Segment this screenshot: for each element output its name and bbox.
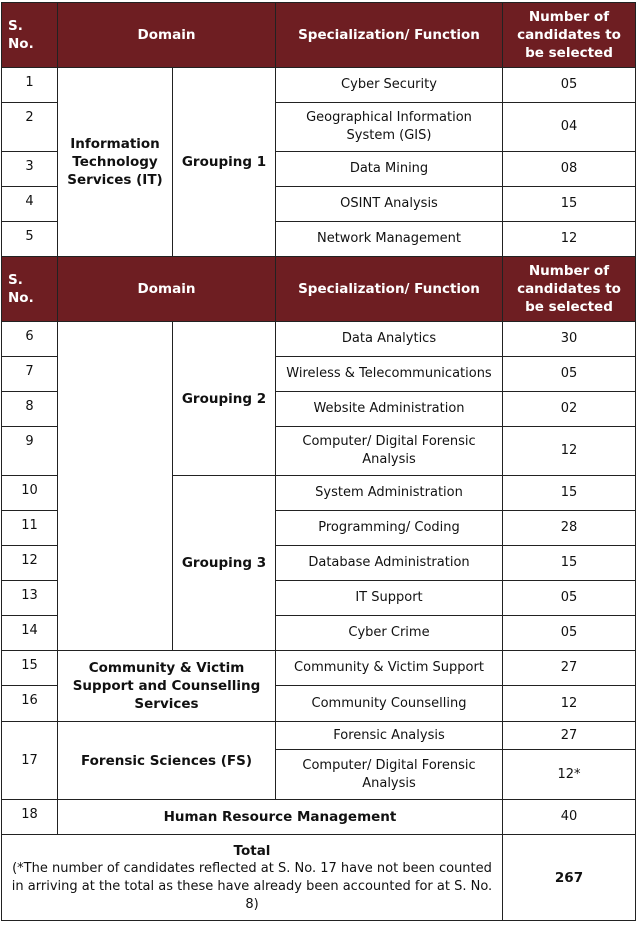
header-sno: S. No.: [2, 3, 58, 68]
count-cell: 15: [503, 476, 636, 511]
count-cell: 05: [503, 68, 636, 103]
spec-cell: Database Administration: [276, 546, 503, 581]
count-cell: 05: [503, 616, 636, 651]
header-domain: Domain: [58, 3, 276, 68]
header-count: Number of candidates to be selected: [503, 257, 636, 322]
sno-cell: 18: [2, 800, 58, 835]
spec-cell: Data Mining: [276, 152, 503, 187]
sno-cell: 16: [2, 686, 58, 722]
table-header-row: [2, 3, 636, 68]
sno-cell: 14: [2, 616, 58, 651]
sno-cell: 17: [2, 722, 58, 800]
table-row: [2, 68, 636, 103]
total-note: (*The number of candidates reflected at S. No. 17 have not been counted in arriving at the total as these have already been accounted for at S. No. 8): [11, 860, 493, 912]
sno-cell: 1: [2, 68, 58, 103]
count-cell: 27: [503, 651, 636, 686]
grouping-2: Grouping 2: [173, 322, 276, 476]
sno-cell: 15: [2, 651, 58, 686]
spec-cell: System Administration: [276, 476, 503, 511]
table-row: [2, 322, 636, 357]
sno-cell: 7: [2, 357, 58, 392]
spec-cell: Computer/ Digital Forensic Analysis: [276, 750, 503, 800]
count-cell: 27: [503, 722, 636, 750]
domain-blank: [58, 322, 173, 651]
count-cell: 05: [503, 357, 636, 392]
spec-cell: Cyber Security: [276, 68, 503, 103]
spec-cell: Wireless & Telecommunications: [276, 357, 503, 392]
spec-cell: Network Management: [276, 222, 503, 257]
count-cell: 30: [503, 322, 636, 357]
spec-cell: Community Counselling: [276, 686, 503, 722]
recruitment-table: [1, 2, 636, 921]
table-row: [2, 722, 636, 750]
sno-cell: 5: [2, 222, 58, 257]
domain-it: Information Technology Services (IT): [58, 68, 173, 257]
table-row: [2, 800, 636, 835]
sno-cell: 11: [2, 511, 58, 546]
sno-cell: 4: [2, 187, 58, 222]
total-cell: [2, 835, 503, 921]
spec-cell: Data Analytics: [276, 322, 503, 357]
table-row: [2, 651, 636, 686]
spec-cell: Community & Victim Support: [276, 651, 503, 686]
sno-cell: 13: [2, 581, 58, 616]
count-cell: 12*: [503, 750, 636, 800]
spec-cell: Website Administration: [276, 392, 503, 427]
sno-cell: 2: [2, 103, 58, 152]
table-header-row: [2, 257, 636, 322]
count-cell: 28: [503, 511, 636, 546]
spec-cell: Computer/ Digital Forensic Analysis: [276, 427, 503, 476]
sno-cell: 8: [2, 392, 58, 427]
domain-forensic: Forensic Sciences (FS): [58, 722, 276, 800]
grouping-1: Grouping 1: [173, 68, 276, 257]
spec-cell: Geographical Information System (GIS): [276, 103, 503, 152]
spec-cell: OSINT Analysis: [276, 187, 503, 222]
spec-cell: Programming/ Coding: [276, 511, 503, 546]
header-count: Number of candidates to be selected: [503, 3, 636, 68]
spec-cell: IT Support: [276, 581, 503, 616]
count-cell: 08: [503, 152, 636, 187]
count-cell: 02: [503, 392, 636, 427]
sno-cell: 3: [2, 152, 58, 187]
header-specialization: Specialization/ Function: [276, 257, 503, 322]
header-sno: S. No.: [2, 257, 58, 322]
sno-cell: 6: [2, 322, 58, 357]
spec-cell: Forensic Analysis: [276, 722, 503, 750]
total-label: Total: [233, 842, 271, 859]
sno-cell: 10: [2, 476, 58, 511]
count-cell: 12: [503, 686, 636, 722]
sno-cell: 12: [2, 546, 58, 581]
count-cell: 15: [503, 187, 636, 222]
domain-hrm: Human Resource Management: [58, 800, 503, 835]
spec-cell: Cyber Crime: [276, 616, 503, 651]
count-cell: 12: [503, 427, 636, 476]
count-cell: 15: [503, 546, 636, 581]
total-row: [2, 835, 636, 921]
sno-cell: 9: [2, 427, 58, 476]
count-cell: 12: [503, 222, 636, 257]
domain-community: Community & Victim Support and Counselling Services: [58, 651, 276, 722]
grouping-3: Grouping 3: [173, 476, 276, 651]
count-cell: 40: [503, 800, 636, 835]
count-cell: 05: [503, 581, 636, 616]
count-cell: 04: [503, 103, 636, 152]
header-specialization: Specialization/ Function: [276, 3, 503, 68]
total-value: 267: [503, 835, 636, 921]
header-domain: Domain: [58, 257, 276, 322]
